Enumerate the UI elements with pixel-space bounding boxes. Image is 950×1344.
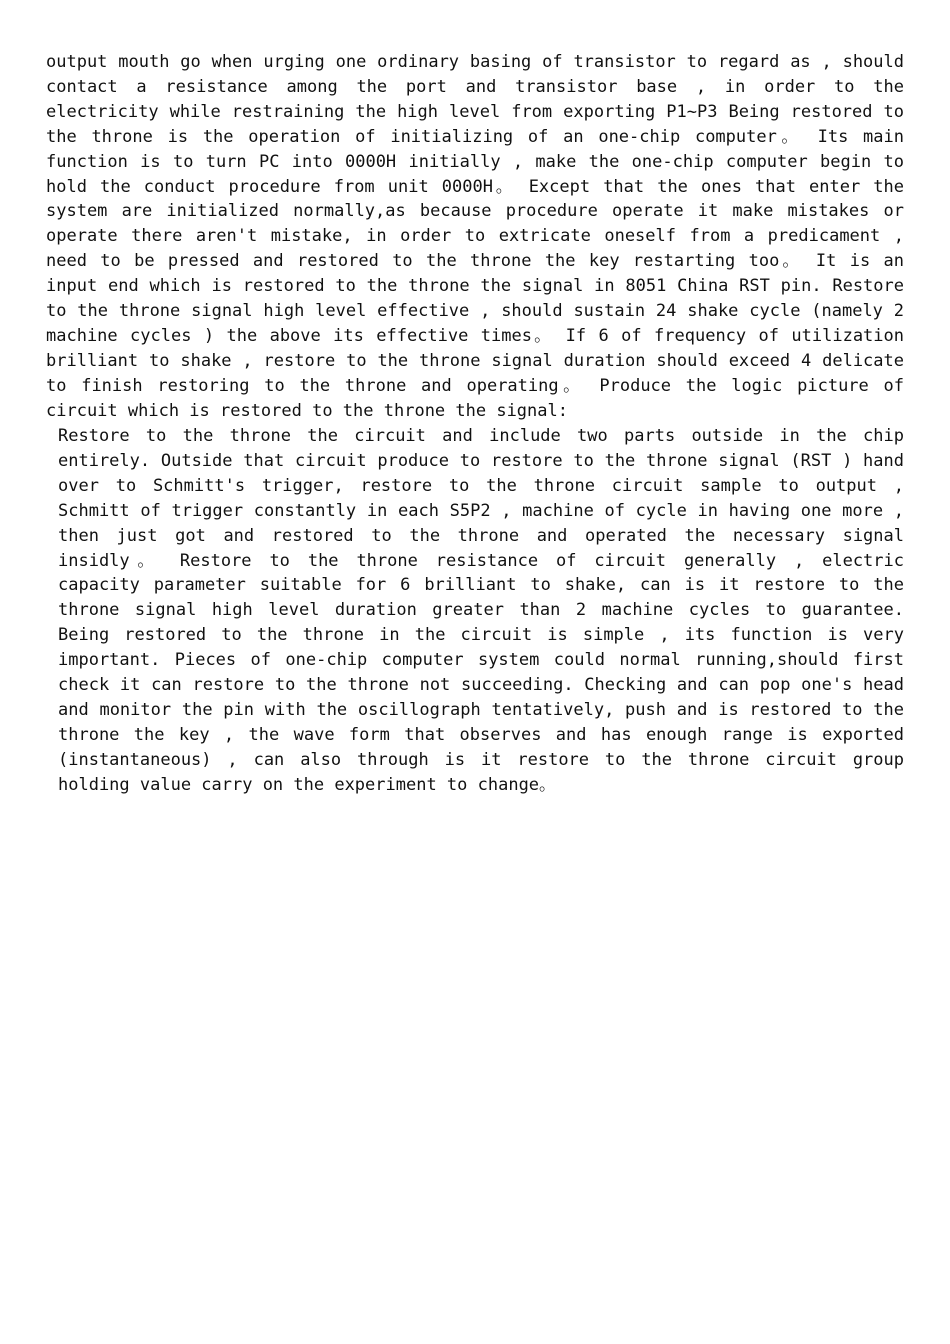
body-paragraph-reset-intro: output mouth go when urging one ordinary basing of transistor to regard as , should contact a resistance among the port and transistor base , in order to the electricity while restraining the high level from exporting P1~P3 Being restored to the throne is the operation of initializing of an one-chip computer。 Its main function is to turn PC into 0000H initially , make the one-chip computer begin to hold the conduct procedure from unit 0000H。 Except that the ones that enter the system are initialized normally,as because procedure operate it make mistakes or operate there aren't mistake, in order to extricate oneself from a predicament , need to be pressed and restored to the throne the key restarting too。 It is an input end which is restored to the throne the signal in 8051 China RST pin. Restore to the throne signal high level effective , should sustain 24 shake cycle (namely 2 machine cycles ) the above its effective times。 If 6 of frequency of utilization brilliant to shake , restore to the throne signal duration should exceed 4 delicate to finish restoring to the throne and operating。 Produce the logic picture of circuit which is restored to the throne the signal: [46,52,904,421]
body-paragraph-reset-circuit: Restore to the throne the circuit and include two parts outside in the chip entirely. Outside that circuit produce to restore to the throne signal (RST ) hand over to Schmitt's trigger, restore to the throne circuit sample to output , Schmitt of trigger constantly in each S5P2 , machine of cycle in having one more , then just got and restored to the throne and operated the necessary signal insidly。 Restore to the throne resistance of circuit generally , electric capacity parameter suitable for 6 brilliant to shake, can is it restore to the throne signal high level duration greater than 2 machine cycles to guarantee. Being restored to the throne in the circuit is simple , its function is very important. Pieces of one-chip computer system could normal running,should first check it can restore to the throne not succeeding. Checking and can pop one's head and monitor the pin with the oscillograph tentatively, push and is restored to the throne the key , the wave form that observes and has enough range is exported (instantaneous) , can also through is it restore to the throne circuit group holding value carry on the experiment to change。 [58,426,904,795]
